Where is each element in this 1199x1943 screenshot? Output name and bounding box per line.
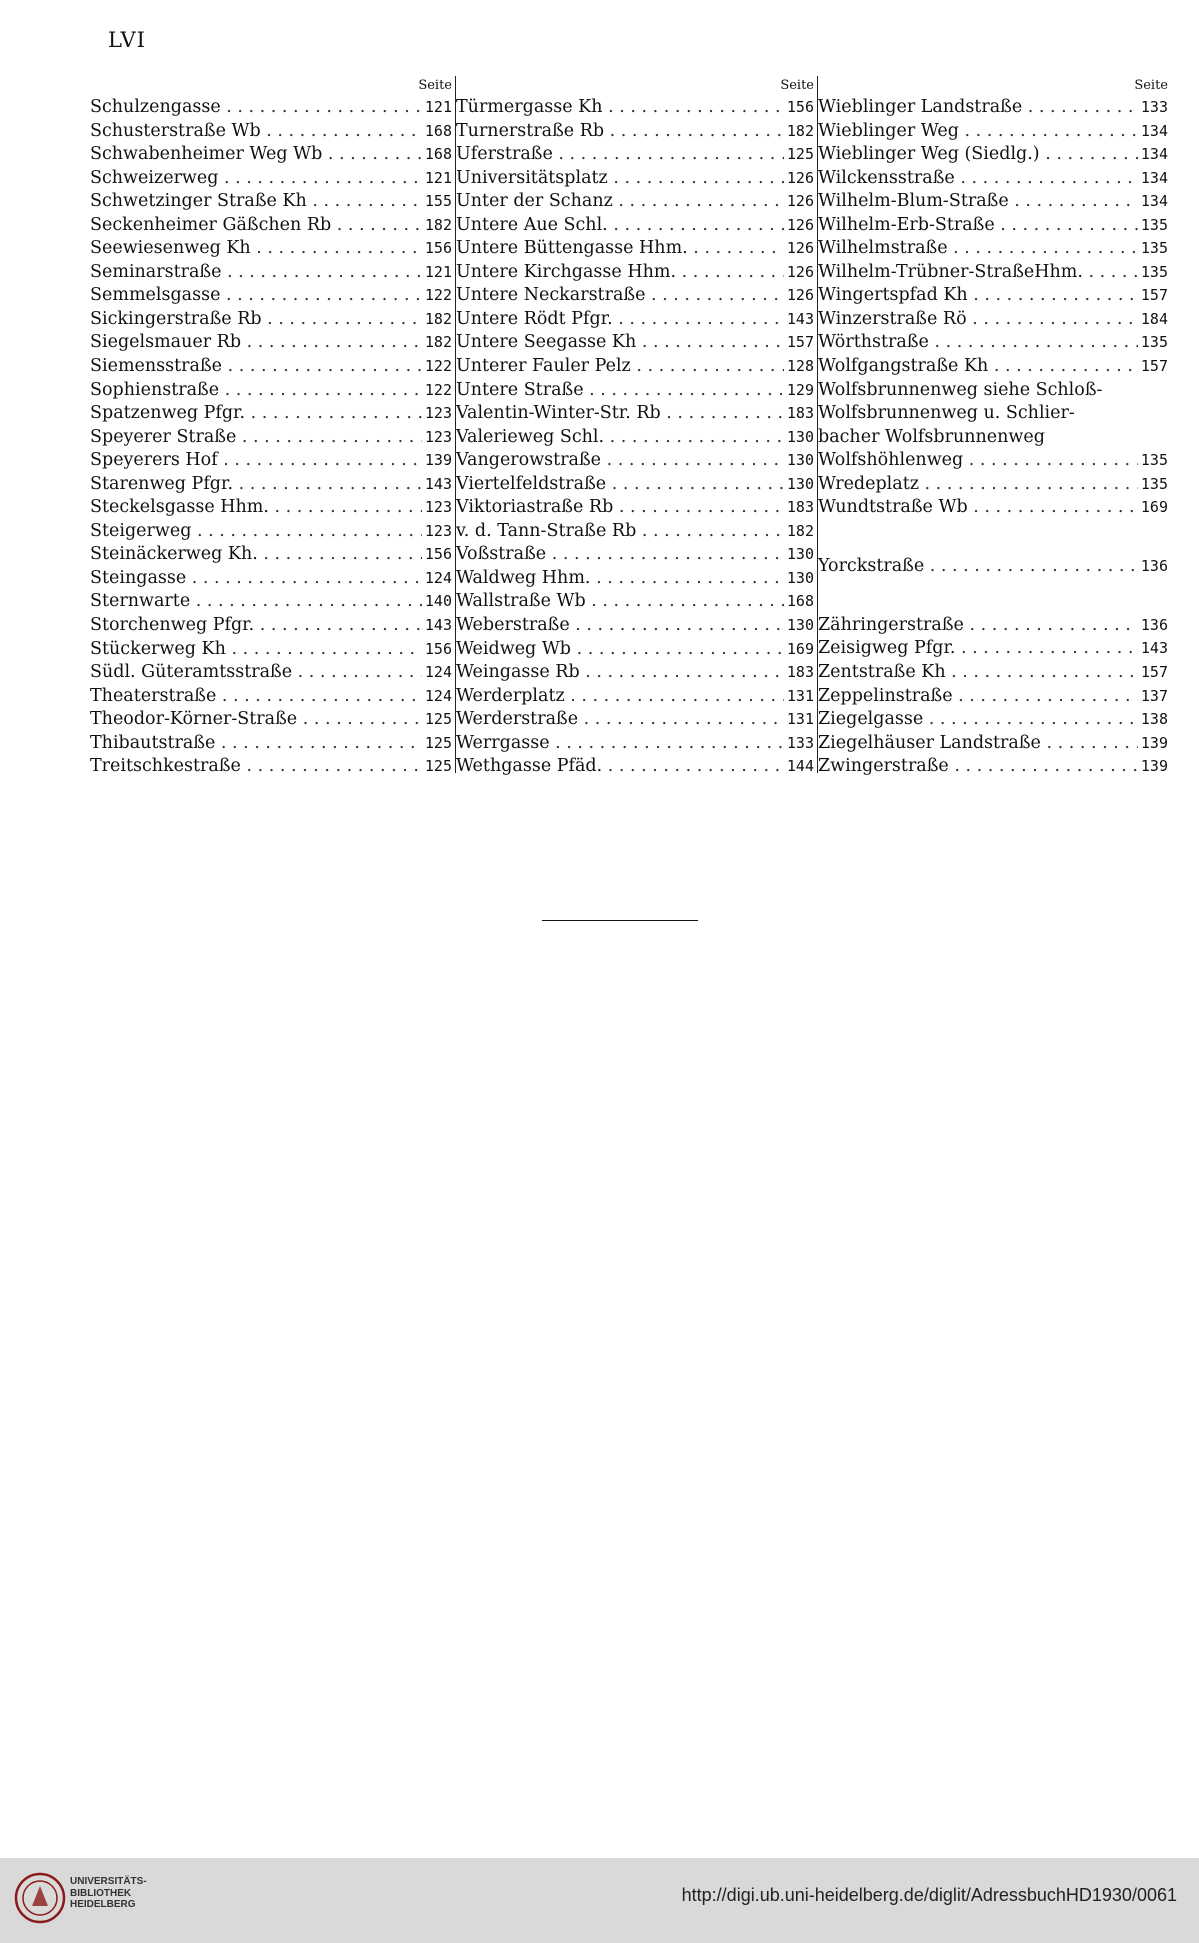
entry-street-name: v. d. Tann-Straße Rb . . . [456,520,784,544]
index-entry [90,755,456,779]
index-entry [818,143,1172,167]
entry-page-number: 130 [786,616,814,635]
entry-street-name: Wörthstraße . . . [818,331,1138,355]
entry-page-number: 121 [424,98,452,116]
entry-page-number: 130 [786,545,814,564]
index-entry [456,308,818,332]
entry-page-number: 130 [786,427,814,446]
entry-page-number: 126 [786,168,814,187]
entry-page-number: 122 [424,286,452,305]
entry-street-name: Südl. Güteramtsstraße . . . [90,661,422,685]
entry-street-name: Unterer Fauler Pelz . . . [456,355,784,379]
index-entry [90,331,456,355]
entry-street-name: Wolfsbrunnenweg u. Schlier- [818,403,1075,424]
entry-page-number: 122 [424,380,452,399]
index-entry [90,96,456,120]
index-column-2 [456,76,818,779]
index-entry [90,355,456,379]
entry-street-name: Untere Rödt Pfgr. . . . [456,308,784,332]
entry-street-name: Wethgasse Pfäd. . . . [456,755,784,779]
index-entry [90,732,456,756]
entry-page-number: 135 [1140,239,1168,258]
index-entry [818,661,1172,685]
entry-page-number: 183 [786,663,814,682]
university-seal-icon [14,1870,66,1926]
index-entry [818,402,1172,426]
entry-street-name: Uferstraße . . . [456,143,784,167]
index-entry [456,96,818,120]
entry-page-number: 135 [1140,215,1168,234]
entry-street-name: Ziegelhäuser Landstraße . . . [818,732,1138,756]
index-entry [818,614,1172,638]
entry-street-name: Weberstraße . . . [456,614,784,638]
blank-entry [818,520,1172,544]
index-entry [456,496,818,520]
entry-page-number: 129 [786,380,814,399]
entry-page-number: 139 [1140,733,1168,752]
index-entry [818,732,1172,756]
index-entry [818,496,1172,520]
entry-street-name: Wilckensstraße . . . [818,167,1138,191]
index-entry [90,143,456,167]
entry-page-number: 135 [1140,474,1168,493]
index-entry [818,449,1172,473]
entry-page-number: 169 [786,639,814,658]
entry-page-number: 143 [786,309,814,328]
entry-street-name: Schusterstraße Wb . . . [90,120,422,144]
index-entry [90,685,456,709]
entry-page-number: 156 [786,98,814,116]
index-entry [90,708,456,732]
entry-street-name: Theaterstraße . . . [90,685,422,709]
index-entry [90,402,456,426]
entry-street-name: Untere Straße . . . [456,379,784,403]
entry-page-number: 136 [1140,557,1168,576]
index-entry [90,261,456,285]
index-entry [818,426,1172,450]
index-entry [456,755,818,779]
entry-page-number: 128 [786,357,814,376]
entry-street-name: Turnerstraße Rb . . . [456,120,784,144]
entry-page-number: 134 [1140,145,1168,164]
entry-street-name: Untere Neckarstraße . . . [456,284,784,308]
index-entry [90,379,456,403]
index-entry [90,473,456,497]
entry-street-name: Storchenweg Pfgr. . . . [90,614,422,638]
entry-page-number: 138 [1140,710,1168,729]
entry-street-name: Steckelsgasse Hhm. . . . [90,496,422,520]
entry-street-name: Weingasse Rb . . . [456,661,784,685]
entry-page-number: 144 [786,757,814,776]
entry-street-name: Werderplatz . . . [456,685,784,709]
logo-line: BIBLIOTHEK [70,1887,132,1899]
entry-street-name: Wolfshöhlenweg . . . [818,449,1138,473]
entry-page-number: 183 [786,404,814,423]
entry-street-name: Siemensstraße . . . [90,355,422,379]
index-entry [818,637,1172,661]
entry-page-number: 143 [424,474,452,493]
entry-street-name: Türmergasse Kh . . . [456,96,784,120]
entry-page-number: 156 [424,639,452,658]
index-entry [90,167,456,191]
entry-street-name: Werrgasse . . . [456,732,784,756]
index-column-3 [818,76,1172,779]
entry-street-name: Seckenheimer Gäßchen Rb . . . [90,214,422,238]
entry-street-name: Zähringerstraße . . . [818,614,1138,638]
entry-street-name: Sophienstraße . . . [90,379,422,403]
entry-page-number: 126 [786,192,814,211]
entry-page-number: 168 [786,592,814,611]
index-entry [90,638,456,662]
entry-page-number: 125 [424,733,452,752]
index-entry [90,190,456,214]
source-url-link[interactable]: http://digi.ub.uni-heidelberg.de/diglit/AdressbuchHD1930/0061 [681,1885,1177,1905]
entry-street-name: Siegelsmauer Rb . . . [90,331,422,355]
entry-page-number: 157 [1140,286,1168,305]
entry-page-number: 123 [424,498,452,517]
index-entry [90,120,456,144]
index-entry [818,190,1172,214]
index-entry [818,261,1172,285]
index-entry [90,496,456,520]
index-entry [456,732,818,756]
entry-page-number: 156 [424,545,452,564]
entry-street-name: Schwabenheimer Weg Wb . . . [90,143,422,167]
entry-street-name: Wallstraße Wb . . . [456,590,784,614]
entry-street-name: Viertelfeldstraße . . . [456,473,784,497]
index-entry [818,473,1172,497]
entry-page-number: 182 [424,309,452,328]
entry-page-number: 126 [786,215,814,234]
entry-street-name: Wingertspfad Kh . . . [818,284,1138,308]
entry-page-number: 123 [424,404,452,423]
entry-street-name: Vangerowstraße . . . [456,449,784,473]
index-entry [90,661,456,685]
entry-street-name: Viktoriastraße Rb . . . [456,496,784,520]
index-entry [456,614,818,638]
entry-street-name: Spatzenweg Pfgr. . . . [90,402,422,426]
entry-street-name: Untere Aue Schl. . . . [456,214,784,238]
entry-street-name: Steinäckerweg Kh. . . . [90,543,422,567]
entry-page-number: 125 [424,757,452,776]
entry-street-name: Schweizerweg . . . [90,167,422,191]
entry-page-number: 124 [424,663,452,682]
entry-street-name: Seminarstraße . . . [90,261,422,285]
index-entry [90,426,456,450]
index-entry [456,590,818,614]
entry-street-name: Untere Kirchgasse Hhm. . . . [456,261,784,285]
index-entry [456,638,818,662]
seite-header: Seite [780,78,814,93]
end-rule [542,920,698,921]
footer-bar [0,1858,1199,1943]
entry-street-name: Wolfsbrunnenweg siehe Schloß- [818,379,1103,400]
entry-street-name: Universitätsplatz . . . [456,167,784,191]
entry-page-number: 126 [786,286,814,305]
entry-page-number: 130 [786,568,814,587]
entry-street-name: Speyerers Hof . . . [90,449,422,473]
entry-page-number: 156 [424,239,452,258]
entry-page-number: 140 [424,592,452,611]
index-entry [456,520,818,544]
entry-page-number: 143 [424,616,452,635]
index-entry [90,543,456,567]
index-entry [456,355,818,379]
entry-street-name: Wilhelm-Erb-Straße . . . [818,214,1138,238]
entry-page-number: 157 [1140,357,1168,376]
index-entry [90,214,456,238]
entry-street-name: Waldweg Hhm. . . . [456,567,784,591]
entry-street-name: Starenweg Pfgr. . . . [90,473,422,497]
index-entry [818,284,1172,308]
index-column-1 [90,76,456,779]
entry-street-name: Wieblinger Weg . . . [818,120,1138,144]
seite-header: Seite [418,78,452,93]
entry-street-name: Zeisigweg Pfgr. . . . [818,637,1138,661]
entry-page-number: 168 [424,145,452,164]
entry-page-number: 135 [1140,451,1168,470]
entry-page-number: 124 [424,568,452,587]
index-entry [456,167,818,191]
entry-page-number: 122 [424,357,452,376]
index-entry [90,567,456,591]
entry-page-number: 134 [1140,192,1168,211]
logo-line: HEIDELBERG [70,1899,136,1910]
entry-street-name: Valerieweg Schl. . . . [456,426,784,450]
blank-entry [818,590,1172,614]
index-entry [90,590,456,614]
entry-page-number: 131 [786,686,814,705]
index-entry [90,614,456,638]
index-entry [90,284,456,308]
entry-street-name: Schwetzinger Straße Kh . . . [90,190,422,214]
entry-street-name: Winzerstraße Rö . . . [818,308,1138,332]
entry-page-number: 139 [424,451,452,470]
index-entry [456,284,818,308]
entry-page-number: 126 [786,262,814,281]
entry-street-name: Yorckstraße . . . [818,555,1138,579]
entry-page-number: 130 [786,451,814,470]
seite-header: Seite [1134,78,1168,93]
entry-page-number: 126 [786,239,814,258]
entry-page-number: 168 [424,121,452,140]
index-entry [456,708,818,732]
entry-street-name: Steingasse . . . [90,567,422,591]
entry-page-number: 124 [424,686,452,705]
index-entry [818,543,1172,590]
entry-page-number: 133 [786,733,814,752]
entry-street-name: Wilhelm-Blum-Straße . . . [818,190,1138,214]
logo-line: UNIVERSITÄTS- [70,1876,147,1887]
entry-street-name: Zwingerstraße . . . [818,755,1138,779]
entry-street-name: Sickingerstraße Rb . . . [90,308,422,332]
entry-page-number: 133 [1140,98,1168,116]
entry-street-name: Unter der Schanz . . . [456,190,784,214]
entry-page-number: 183 [786,498,814,517]
library-logo-text [70,1876,147,1911]
entry-street-name: Semmelsgasse . . . [90,284,422,308]
entry-street-name: bacher Wolfsbrunnenweg [818,426,1045,447]
index-entry [818,167,1172,191]
index-entry [456,190,818,214]
index-entry [818,96,1172,120]
index-entry [818,120,1172,144]
entry-street-name: Wilhelmstraße . . . [818,237,1138,261]
index-entry [456,473,818,497]
index-entry [456,143,818,167]
entry-page-number: 155 [424,192,452,211]
index-entry [818,708,1172,732]
index-entry [90,520,456,544]
entry-street-name: Wundtstraße Wb . . . [818,496,1138,520]
index-entry [456,237,818,261]
entry-page-number: 182 [424,333,452,352]
entry-street-name: Wieblinger Weg (Siedlg.) . . . [818,143,1138,167]
entry-street-name: Ziegelgasse . . . [818,708,1138,732]
entry-page-number: 169 [1140,498,1168,517]
index-entry [818,355,1172,379]
index-entry [90,308,456,332]
entry-page-number: 131 [786,710,814,729]
index-entry [818,331,1172,355]
entry-page-number: 157 [1140,663,1168,682]
index-entry [90,449,456,473]
index-entry [90,237,456,261]
entry-street-name: Valentin-Winter-Str. Rb . . . [456,402,784,426]
entry-page-number: 143 [1140,639,1168,658]
entry-page-number: 121 [424,262,452,281]
entry-street-name: Treitschkestraße . . . [90,755,422,779]
entry-page-number: 157 [786,333,814,352]
entry-page-number: 123 [424,427,452,446]
entry-street-name: Theodor-Körner-Straße . . . [90,708,422,732]
index-entry [818,685,1172,709]
entry-street-name: Weidweg Wb . . . [456,638,784,662]
index-entry [456,331,818,355]
entry-page-number: 125 [786,145,814,164]
entry-page-number: 182 [786,521,814,540]
entry-street-name: Wredeplatz . . . [818,473,1138,497]
entry-page-number: 134 [1140,121,1168,140]
entry-page-number: 137 [1140,686,1168,705]
entry-street-name: Wilhelm-Trübner-StraßeHhm. . . . [818,261,1138,285]
entry-page-number: 123 [424,521,452,540]
index-entry [456,261,818,285]
index-entry [456,379,818,403]
entry-page-number: 134 [1140,168,1168,187]
entry-street-name: Wieblinger Landstraße . . . [818,96,1138,120]
index-entry [456,426,818,450]
index-entry [456,449,818,473]
page-number: LVI [108,28,146,52]
index-entry [456,685,818,709]
entry-street-name: Stückerweg Kh . . . [90,638,422,662]
entry-street-name: Sternwarte . . . [90,590,422,614]
index-entry [818,379,1172,403]
index-entry [818,755,1172,779]
entry-street-name: Speyerer Straße . . . [90,426,422,450]
index-entry [456,543,818,567]
entry-page-number: 182 [424,215,452,234]
entry-page-number: 136 [1140,615,1168,634]
entry-street-name: Untere Seegasse Kh . . . [456,331,784,355]
index-entry [456,214,818,238]
entry-street-name: Schulzengasse . . . [90,96,422,120]
index-entry [456,120,818,144]
index-entry [818,308,1172,332]
entry-page-number: 135 [1140,262,1168,281]
entry-page-number: 182 [786,121,814,140]
entry-street-name: Thibautstraße . . . [90,732,422,756]
entry-street-name: Seewiesenweg Kh . . . [90,237,422,261]
entry-street-name: Zentstraße Kh . . . [818,661,1138,685]
entry-street-name: Zeppelinstraße . . . [818,685,1138,709]
entry-page-number: 135 [1140,333,1168,352]
index-entry [456,567,818,591]
entry-page-number: 184 [1140,309,1168,328]
index-entry [456,402,818,426]
index-entry [818,237,1172,261]
entry-street-name: Untere Büttengasse Hhm. . . . [456,237,784,261]
entry-street-name: Wolfgangstraße Kh . . . [818,355,1138,379]
entry-street-name: Steigerweg . . . [90,520,422,544]
entry-page-number: 125 [424,710,452,729]
entry-street-name: Voßstraße . . . [456,543,784,567]
entry-page-number: 139 [1140,757,1168,776]
entry-street-name: Werderstraße . . . [456,708,784,732]
entry-page-number: 121 [424,168,452,187]
entry-page-number: 130 [786,474,814,493]
index-entry [456,661,818,685]
index-entry [818,214,1172,238]
